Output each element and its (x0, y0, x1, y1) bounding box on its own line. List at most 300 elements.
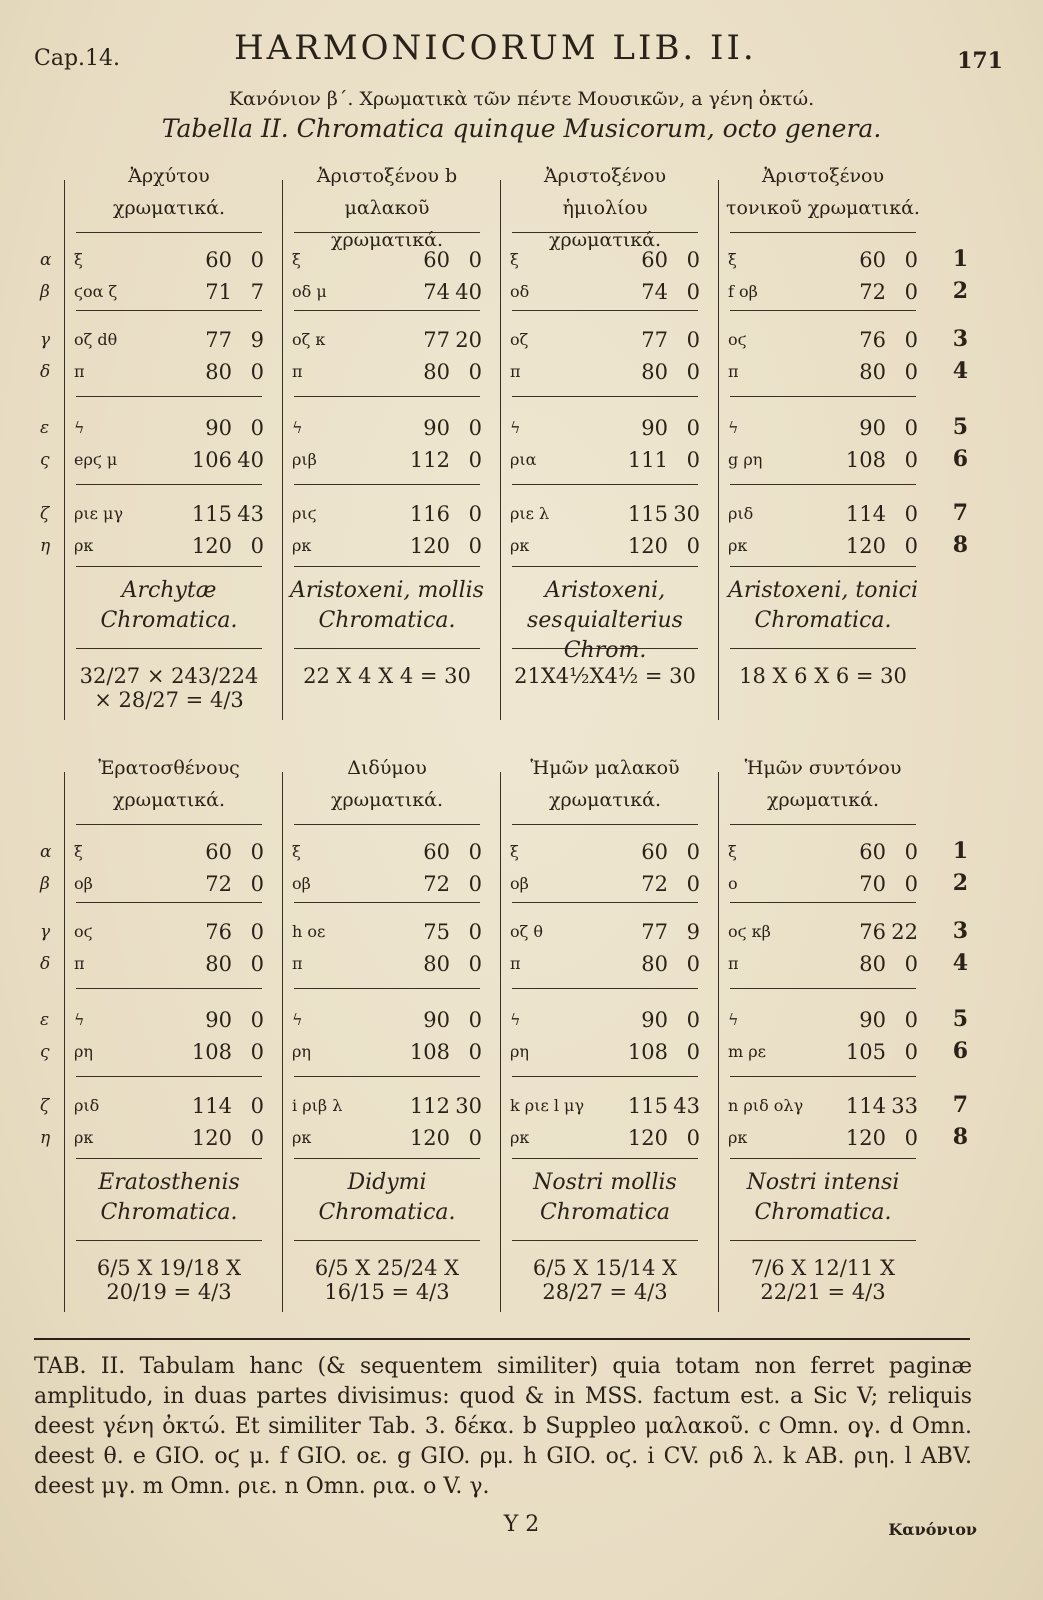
greek-numeral: π (292, 954, 303, 973)
row-rule (730, 566, 916, 567)
row-rule (294, 902, 480, 903)
value-minutes: 0 (468, 872, 482, 896)
row-marker: β (40, 874, 50, 894)
value-integer: 120 (627, 534, 668, 558)
row-rule (512, 396, 698, 397)
column-heading: Ἀριστοξένου ἡμιολίου χρωματικά. (543, 165, 667, 251)
row-rule (76, 396, 262, 397)
greek-numeral: ϛοα ζ (74, 282, 118, 301)
column-caption: Aristoxeni, tonici Chromatica. (727, 578, 919, 633)
row-number: 8 (952, 532, 968, 558)
column-rule (500, 180, 501, 720)
value-minutes: 0 (250, 872, 264, 896)
table-row (728, 1126, 924, 1154)
value-minutes: 0 (904, 416, 918, 440)
value-integer: 116 (409, 502, 450, 526)
value-minutes: 0 (468, 1126, 482, 1150)
table-row (510, 416, 706, 444)
value-integer: 90 (205, 1008, 232, 1032)
value-integer: 60 (641, 248, 668, 272)
row-rule (294, 1158, 480, 1159)
value-integer: 115 (191, 502, 232, 526)
column-caption: Aristoxeni, mollis Chromatica. (290, 578, 484, 633)
value-minutes: 0 (686, 280, 700, 304)
greek-numeral: π (510, 954, 521, 973)
row-rule (730, 1076, 916, 1077)
row-number: 4 (952, 950, 968, 976)
greek-numeral: ρη (292, 1042, 311, 1061)
row-rule (512, 902, 698, 903)
ratio-formula: 7/6 X 12/11 X 22/21 = 4/3 (750, 1256, 896, 1304)
row-rule (730, 484, 916, 485)
table-row (728, 534, 924, 562)
value-minutes: 0 (904, 840, 918, 864)
greek-numeral: οϛ (728, 330, 747, 349)
row-rule (512, 1158, 698, 1159)
value-integer: 120 (409, 1126, 450, 1150)
value-minutes: 40 (455, 280, 482, 304)
value-integer: 60 (641, 840, 668, 864)
value-integer: 114 (845, 502, 886, 526)
row-rule (294, 566, 480, 567)
value-minutes: 0 (686, 416, 700, 440)
table-row (510, 360, 706, 388)
table-row (74, 328, 270, 356)
value-integer: 120 (191, 534, 232, 558)
value-integer: 112 (409, 1094, 450, 1118)
ratio-formula: 22 X 4 X 4 = 30 (303, 664, 471, 688)
value-minutes: 0 (468, 248, 482, 272)
row-marker: ε (40, 1010, 50, 1030)
table-column (64, 160, 274, 720)
value-minutes: 0 (686, 534, 700, 558)
table-column (500, 160, 710, 720)
value-integer: 106 (191, 448, 232, 472)
column-caption: Nostri intensi Chromatica. (746, 1170, 900, 1225)
row-rule (512, 1240, 698, 1241)
value-integer: 108 (627, 1040, 668, 1064)
row-rule (512, 484, 698, 485)
greek-numeral: ϟ (292, 418, 303, 437)
greek-numeral: ρη (510, 1042, 529, 1061)
table-row (510, 534, 706, 562)
value-integer: 70 (859, 872, 886, 896)
value-minutes: 0 (904, 248, 918, 272)
table-row (510, 448, 706, 476)
table-row (728, 416, 924, 444)
greek-numeral: ριϛ (292, 504, 317, 523)
value-minutes: 9 (250, 328, 264, 352)
page-number: 171 (957, 48, 1003, 74)
value-integer: 77 (423, 328, 450, 352)
greek-numeral: m ρε (728, 1042, 766, 1061)
row-number: 2 (952, 870, 968, 896)
column-heading: Διδύμου χρωματικά. (330, 757, 444, 811)
value-minutes: 0 (686, 1008, 700, 1032)
row-number: 3 (952, 326, 968, 352)
table-row (74, 1126, 270, 1154)
value-integer: 75 (423, 920, 450, 944)
value-minutes: 0 (468, 1040, 482, 1064)
value-minutes: 20 (455, 328, 482, 352)
table-row (292, 1008, 488, 1036)
table-row (74, 1040, 270, 1068)
value-integer: 76 (859, 920, 886, 944)
value-integer: 108 (191, 1040, 232, 1064)
greek-numeral: οζ θ (510, 922, 544, 941)
footnote-text: TAB. II. Tabulam hanc (& sequentem similiter) quia totam non ferret paginæ amplitudo, in duas partes divisimus: quod & in MSS. factum est. a Sic V; reliquis deest γένη ὀκτώ. Et similiter Tab. 3. δέκα. b Suppleo μαλακοῦ. c Omn. ογ. d Omn. deest θ. e GIO. οϛ μ. f GIO. οε. g GIO. ρμ. h GIO. οϛ. i CV. ριδ λ. k AB. ριη. l ABV. deest μγ. m Omn. ριε. n Omn. ρια. o V. γ. (34, 1354, 972, 1499)
table-row (728, 1040, 924, 1068)
greek-numeral: i ριβ λ (292, 1096, 343, 1115)
table-column (718, 752, 928, 1312)
value-minutes: 0 (686, 840, 700, 864)
greek-numeral: ρκ (728, 1128, 748, 1147)
greek-numeral: ξ (728, 842, 737, 861)
greek-numeral: ριδ (728, 504, 754, 523)
table-row (74, 840, 270, 868)
value-integer: 108 (845, 448, 886, 472)
row-rule (294, 232, 480, 233)
row-rule (76, 1076, 262, 1077)
table-row (510, 840, 706, 868)
row-rule (512, 988, 698, 989)
value-minutes: 0 (468, 534, 482, 558)
row-rule (76, 566, 262, 567)
greek-numeral: ρκ (74, 536, 94, 555)
table-row (728, 920, 924, 948)
table-row (510, 502, 706, 530)
greek-numeral: ξ (510, 842, 519, 861)
value-integer: 72 (859, 280, 886, 304)
row-marker: γ (40, 922, 51, 942)
column-rule (282, 180, 283, 720)
column-rule (64, 772, 65, 1312)
column-rule (282, 772, 283, 1312)
greek-numeral: ρκ (292, 1128, 312, 1147)
value-minutes: 0 (904, 1008, 918, 1032)
ratio-formula: 6/5 X 25/24 X 16/15 = 4/3 (314, 1256, 460, 1304)
value-minutes: 0 (468, 502, 482, 526)
row-rule (294, 310, 480, 311)
value-minutes: 0 (468, 952, 482, 976)
greek-numeral: ϟ (510, 1010, 521, 1029)
table-row (510, 280, 706, 308)
value-minutes: 0 (904, 502, 918, 526)
value-minutes: 0 (250, 952, 264, 976)
table-row (728, 1094, 924, 1122)
row-rule (76, 1240, 262, 1241)
row-number: 1 (952, 246, 968, 272)
value-integer: 77 (641, 328, 668, 352)
row-marker: ζ (40, 1096, 50, 1116)
greek-numeral: ριε μγ (74, 504, 124, 523)
greek-numeral: h οε (292, 922, 326, 941)
table-column (64, 752, 274, 1312)
row-rule (294, 648, 480, 649)
greek-numeral: π (728, 362, 739, 381)
row-rule (730, 648, 916, 649)
table-row (292, 280, 488, 308)
ratio-formula: 18 X 6 X 6 = 30 (739, 664, 907, 688)
table-row (292, 920, 488, 948)
value-minutes: 0 (468, 1008, 482, 1032)
column-heading: Ἀριστοξένου b μαλακοῦ χρωματικά. (316, 165, 458, 251)
value-integer: 90 (641, 416, 668, 440)
row-number: 2 (952, 278, 968, 304)
value-integer: 90 (859, 416, 886, 440)
row-number: 7 (952, 500, 968, 526)
greek-numeral: οζ dθ (74, 330, 118, 349)
row-rule (512, 1076, 698, 1077)
greek-numeral: ϟ (728, 1010, 739, 1029)
value-integer: 74 (423, 280, 450, 304)
row-rule (294, 1240, 480, 1241)
table-row (510, 872, 706, 900)
value-minutes: 0 (904, 280, 918, 304)
greek-numeral: π (510, 362, 521, 381)
table-row (728, 280, 924, 308)
column-rule (718, 180, 719, 720)
value-minutes: 0 (250, 840, 264, 864)
row-rule (76, 310, 262, 311)
table-row (292, 1094, 488, 1122)
row-marker: η (40, 1128, 51, 1148)
table-row (74, 416, 270, 444)
greek-numeral: ριε λ (510, 504, 550, 523)
value-minutes: 40 (237, 448, 264, 472)
row-rule (76, 648, 262, 649)
value-minutes: 0 (250, 416, 264, 440)
value-minutes: 43 (237, 502, 264, 526)
table-row (728, 448, 924, 476)
ratio-formula: 21X4½X4½ = 30 (514, 664, 696, 688)
greek-numeral: οδ μ (292, 282, 327, 301)
row-rule (512, 232, 698, 233)
table-row (510, 952, 706, 980)
table-row (74, 1094, 270, 1122)
table-row (510, 920, 706, 948)
table-row (510, 1094, 706, 1122)
table-row (74, 920, 270, 948)
column-rule (64, 180, 65, 720)
row-marker: α (40, 842, 52, 862)
greek-numeral: f οβ (728, 282, 758, 301)
greek-numeral: ο (728, 874, 738, 893)
greek-numeral: π (292, 362, 303, 381)
column-caption: Aristoxeni, sesquialterius Chrom. (527, 578, 683, 663)
table-row (510, 248, 706, 276)
value-integer: 80 (423, 360, 450, 384)
row-number: 6 (952, 446, 968, 472)
value-integer: 120 (627, 1126, 668, 1150)
value-integer: 111 (627, 448, 668, 472)
table-row (510, 1126, 706, 1154)
greek-numeral: οϛ κβ (728, 922, 771, 941)
value-integer: 60 (205, 840, 232, 864)
table-row (74, 360, 270, 388)
table-row (74, 448, 270, 476)
greek-numeral: ρκ (510, 536, 530, 555)
table-row (292, 952, 488, 980)
greek-numeral: οβ (292, 874, 311, 893)
value-integer: 90 (423, 1008, 450, 1032)
value-minutes: 0 (686, 360, 700, 384)
value-minutes: 33 (891, 1094, 918, 1118)
value-integer: 120 (409, 534, 450, 558)
value-minutes: 0 (250, 1126, 264, 1150)
column-rule (718, 772, 719, 1312)
greek-numeral: ριβ (292, 450, 317, 469)
value-minutes: 0 (686, 328, 700, 352)
value-integer: 90 (641, 1008, 668, 1032)
row-rule (294, 484, 480, 485)
value-integer: 80 (641, 360, 668, 384)
greek-numeral: k ριε l μγ (510, 1096, 584, 1115)
value-minutes: 43 (673, 1094, 700, 1118)
row-number: 5 (952, 414, 968, 440)
column-caption: Didymi Chromatica. (318, 1170, 456, 1225)
greek-numeral: n ριδ ολγ (728, 1096, 804, 1115)
value-integer: 105 (845, 1040, 886, 1064)
value-minutes: 0 (904, 1040, 918, 1064)
ratio-formula: 32/27 × 243/224 × 28/27 = 4/3 (79, 664, 259, 712)
greek-numeral: π (74, 362, 85, 381)
table-row (728, 952, 924, 980)
chapter-label: Cap.14. (34, 46, 121, 71)
row-rule (76, 232, 262, 233)
value-minutes: 0 (468, 360, 482, 384)
value-integer: 112 (409, 448, 450, 472)
row-rule (730, 396, 916, 397)
table-row (292, 360, 488, 388)
value-integer: 60 (423, 248, 450, 272)
table-row (292, 872, 488, 900)
value-integer: 76 (205, 920, 232, 944)
value-integer: 114 (845, 1094, 886, 1118)
row-number: 6 (952, 1038, 968, 1064)
column-caption: Eratosthenis Chromatica. (98, 1170, 240, 1225)
value-minutes: 0 (468, 448, 482, 472)
table-row (728, 872, 924, 900)
greek-numeral: ξ (292, 842, 301, 861)
table-row (292, 416, 488, 444)
value-integer: 72 (205, 872, 232, 896)
row-rule (730, 824, 916, 825)
row-rule (730, 310, 916, 311)
greek-numeral: ϟ (728, 418, 739, 437)
row-rule (294, 988, 480, 989)
greek-numeral: ϟ (510, 418, 521, 437)
greek-numeral: ξ (728, 250, 737, 269)
table-row (728, 360, 924, 388)
row-marker: β (40, 282, 50, 302)
table-row (292, 1126, 488, 1154)
value-minutes: 30 (455, 1094, 482, 1118)
row-marker: ς (40, 450, 50, 470)
row-rule (76, 484, 262, 485)
greek-numeral: ϟ (292, 1010, 303, 1029)
value-integer: 80 (423, 952, 450, 976)
row-marker: δ (40, 954, 51, 974)
table-row (728, 328, 924, 356)
greek-numeral: οβ (74, 874, 93, 893)
value-integer: 120 (191, 1126, 232, 1150)
table-row (74, 502, 270, 530)
row-rule (294, 396, 480, 397)
greek-numeral: ξ (74, 250, 83, 269)
row-marker: ε (40, 418, 50, 438)
value-minutes: 0 (468, 840, 482, 864)
row-number: 5 (952, 1006, 968, 1032)
value-minutes: 0 (686, 952, 700, 976)
greek-numeral: ρκ (728, 536, 748, 555)
value-integer: 80 (205, 952, 232, 976)
table-row (292, 448, 488, 476)
row-marker: α (40, 250, 52, 270)
greek-numeral: οδ (510, 282, 530, 301)
row-rule (730, 1158, 916, 1159)
value-minutes: 0 (250, 1094, 264, 1118)
value-integer: 77 (641, 920, 668, 944)
value-integer: 60 (205, 248, 232, 272)
value-integer: 80 (205, 360, 232, 384)
greek-numeral: ϟ (74, 418, 85, 437)
row-number: 1 (952, 838, 968, 864)
table-row (292, 1040, 488, 1068)
ratio-formula: 6/5 X 15/14 X 28/27 = 4/3 (532, 1256, 678, 1304)
greek-numeral: ρκ (292, 536, 312, 555)
row-rule (730, 1240, 916, 1241)
value-minutes: 9 (686, 920, 700, 944)
greek-numeral: ρκ (510, 1128, 530, 1147)
table-row (74, 1008, 270, 1036)
value-minutes: 0 (250, 248, 264, 272)
greek-numeral: π (728, 954, 739, 973)
row-rule (512, 566, 698, 567)
value-integer: 80 (641, 952, 668, 976)
greek-numeral: οϛ (74, 922, 93, 941)
greek-numeral: eρϛ μ (74, 450, 118, 469)
value-minutes: 0 (686, 248, 700, 272)
value-integer: 60 (859, 840, 886, 864)
column-rule (500, 772, 501, 1312)
value-integer: 115 (627, 1094, 668, 1118)
greek-numeral: ξ (74, 842, 83, 861)
value-minutes: 0 (904, 448, 918, 472)
row-rule (512, 310, 698, 311)
table-column (718, 160, 928, 720)
value-integer: 77 (205, 328, 232, 352)
value-minutes: 0 (468, 416, 482, 440)
value-integer: 72 (423, 872, 450, 896)
greek-numeral: ριδ (74, 1096, 100, 1115)
row-marker: γ (40, 330, 51, 350)
value-minutes: 0 (904, 328, 918, 352)
table-row (74, 952, 270, 980)
column-caption: Archytæ Chromatica. (100, 578, 238, 633)
value-minutes: 0 (250, 1040, 264, 1064)
row-rule (76, 988, 262, 989)
value-integer: 114 (191, 1094, 232, 1118)
row-rule (730, 902, 916, 903)
value-integer: 71 (205, 280, 232, 304)
table-row (74, 280, 270, 308)
table-row (728, 1008, 924, 1036)
table-row (74, 534, 270, 562)
greek-numeral: οζ κ (292, 330, 326, 349)
value-minutes: 0 (904, 952, 918, 976)
value-minutes: 0 (904, 360, 918, 384)
